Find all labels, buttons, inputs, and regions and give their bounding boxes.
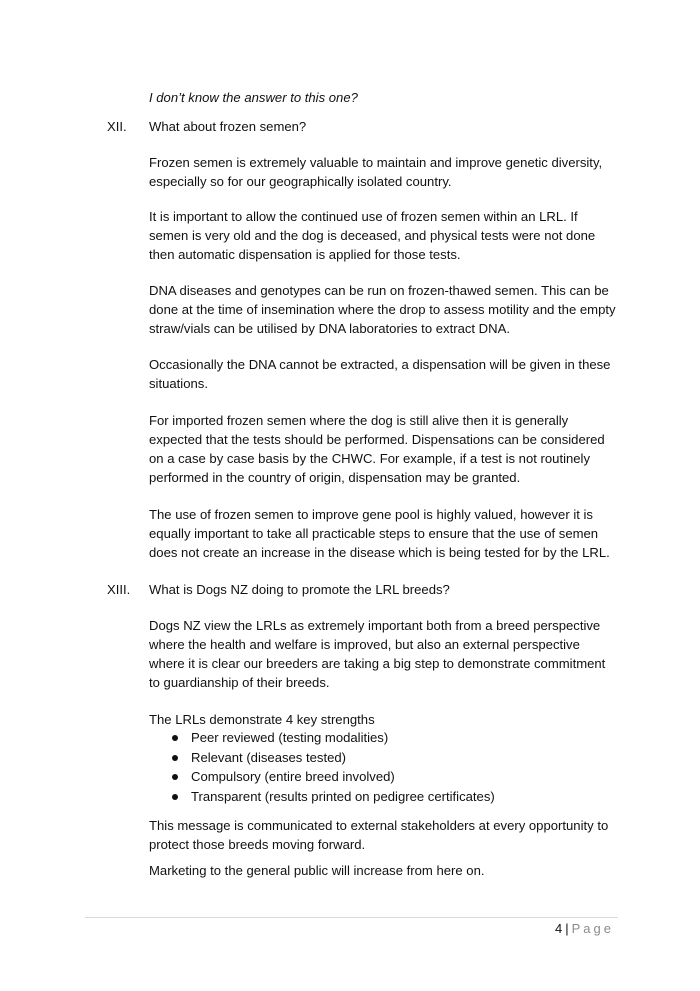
section-numeral-xiii: XIII. — [107, 582, 131, 597]
paragraph: DNA diseases and genotypes can be run on frozen-thawed semen. This can be done at the time of insemination where the drop to assess motility and the empty straw/vials can be utilised by DNA laboratories to extract DNA. — [149, 283, 616, 336]
bullet-icon — [172, 774, 178, 780]
footer-separator: | — [565, 921, 569, 936]
footer-divider — [85, 917, 618, 918]
list-item — [172, 748, 495, 768]
list-item — [172, 728, 495, 748]
list-item-text: Relevant (diseases tested) — [191, 749, 347, 765]
bullet-icon — [172, 755, 178, 761]
intro-italic-text: I don’t know the answer to this one? — [149, 90, 358, 105]
paragraph: Dogs NZ view the LRLs as extremely important both from a breed perspective where the health and welfare is improved, but also an external perspective where it is clear our breeders are taking a big step to demonstrate commitment to guardianship of their breeds. — [149, 618, 606, 690]
page-label: Page — [571, 921, 614, 936]
list-item — [172, 787, 495, 807]
bullet-list-intro: The LRLs demonstrate 4 key strengths — [149, 712, 375, 727]
bullet-icon — [172, 794, 178, 800]
list-item-text: Peer reviewed (testing modalities) — [191, 730, 389, 745]
paragraph: The use of frozen semen to improve gene pool is highly valued, however it is equally important to take all practicable steps to ensure that the use of semen does not create an increase in the disease which is being tested for by the LRL. — [149, 507, 610, 560]
page-footer — [555, 920, 614, 938]
paragraph: It is important to allow the continued use of frozen semen within an LRL. If semen is very old and the dog is deceased, and physical tests were not done then automatic dispensation is applied for those tests. — [149, 209, 596, 262]
bullet-icon — [172, 735, 178, 741]
paragraph: Occasionally the DNA cannot be extracted, a dispensation will be given in these situations. — [149, 357, 611, 391]
list-item-text: Compulsory (entire breed involved) — [191, 769, 395, 784]
section-question-xiii: What is Dogs NZ doing to promote the LRL breeds? — [149, 582, 450, 597]
page-number: 4 — [555, 921, 563, 936]
section-numeral-xii: XII. — [107, 119, 127, 134]
strengths-bullet-list — [172, 728, 495, 806]
paragraph: Frozen semen is extremely valuable to maintain and improve genetic diversity, especially so for our geographically isolated country. — [149, 155, 603, 189]
list-item-text: Transparent (results printed on pedigree certificates) — [191, 788, 495, 804]
section-question-xii: What about frozen semen? — [149, 119, 307, 134]
paragraph: Marketing to the general public will increase from here on. — [149, 863, 485, 878]
list-item — [172, 767, 495, 787]
paragraph: This message is communicated to external stakeholders at every opportunity to protect those breeds moving forward. — [149, 818, 609, 852]
paragraph: For imported frozen semen where the dog is still alive then it is generally expected that the tests should be performed. Dispensations can be considered on a case by case basis by the CHWC. For example, if a test is not routinely performed in the country of origin, dispensation may be granted. — [149, 413, 605, 485]
